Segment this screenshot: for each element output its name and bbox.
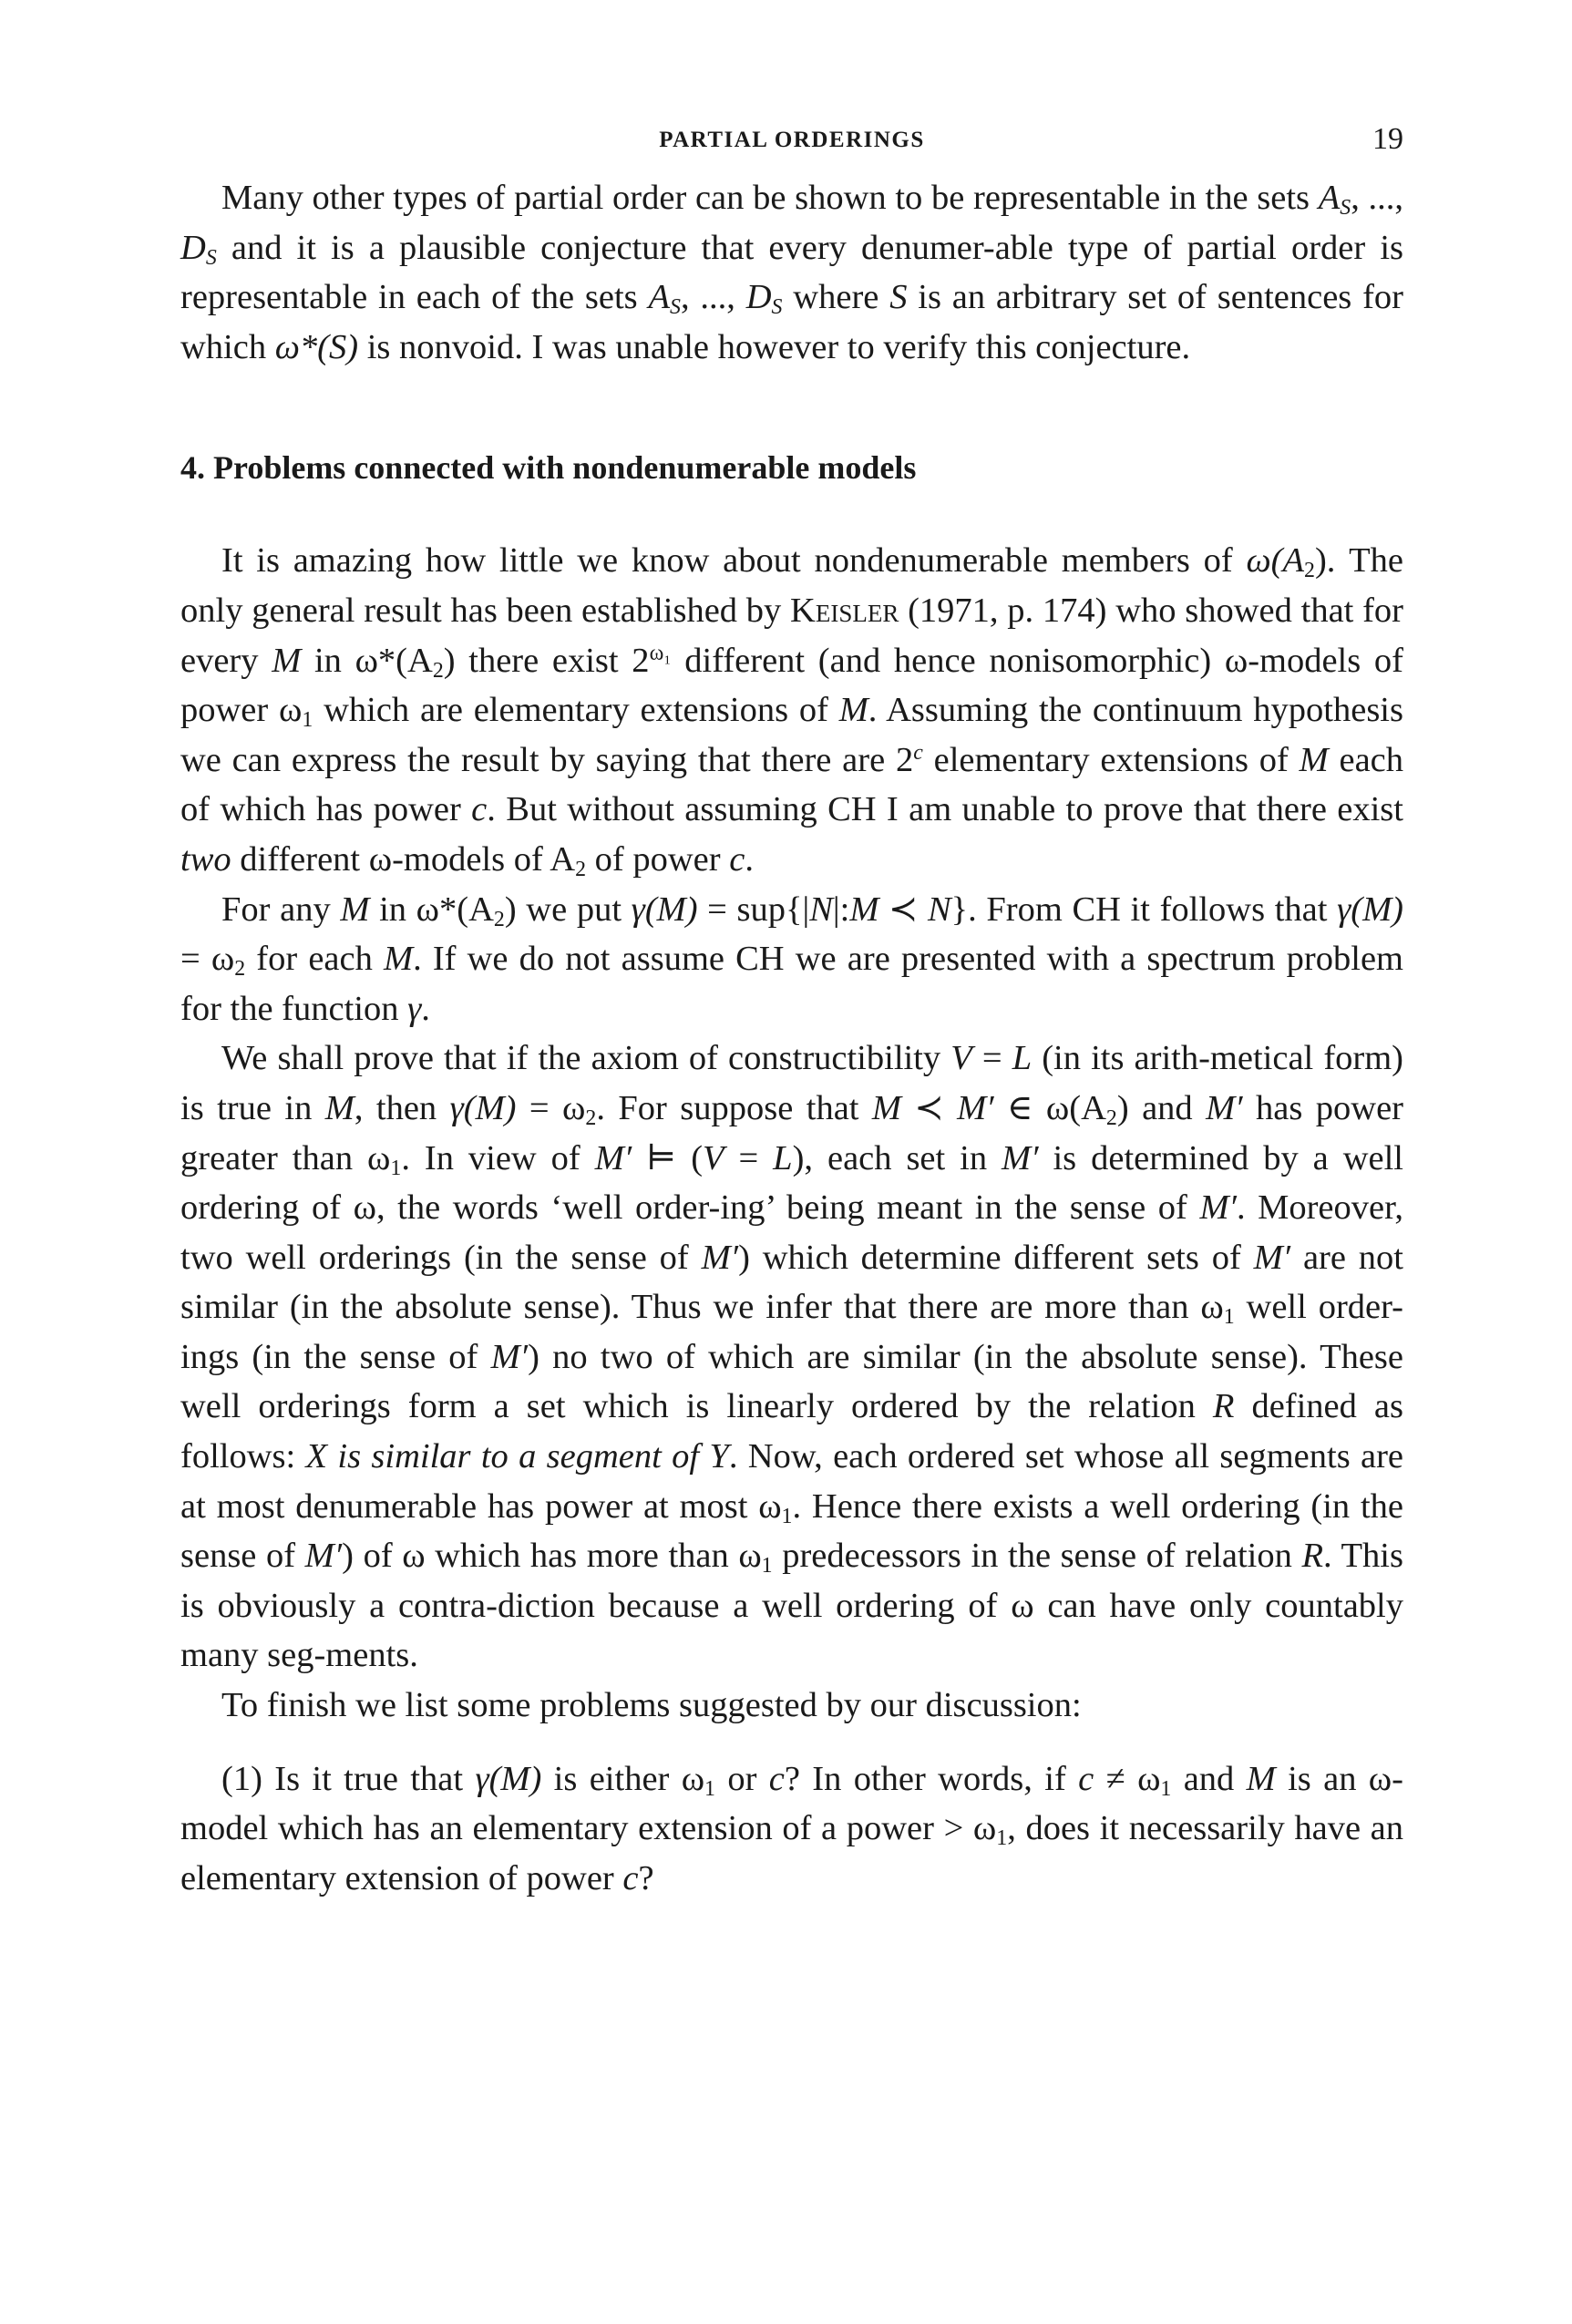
section-title: Problems connected with nondenumerable models — [213, 449, 917, 487]
paragraph-representability: Many other types of partial order can be shown to be representable in the sets $A_S$, ..., $D_S$ and it is a plausible conjecture that every denumer-able type of partial order is representable in each of the sets $A_S$, ..., $D_S$ where S is an arbitrary set of sentences for which ω*(S) is nonvoid. I was unable however to verify this conjecture. — [180, 179, 1404, 366]
problem-item-1: (1) Is it true that γ(M) is either $\omega_1$ or c? In other words, if $c \ne \omega_1$ and M is an ω-model which has an elementary extension of a power > $\omega_1$, does it necessarily have an elementary extension of power c? — [180, 1759, 1404, 1897]
section-heading — [180, 443, 1403, 492]
paragraph-problem-list-intro: To finish we list some problems suggested by our discussion: — [221, 1686, 1082, 1725]
page-number: 19 — [1372, 122, 1403, 156]
running-head — [180, 118, 1403, 173]
paragraph-spectrum: For any M in $\omega*(A_2)$ we put γ(M) = sup{|N|:M ≺ N}. From CH it follows that $\gamma(M) = \omega_2$ for each M. If we do not assume CH we are presented with a spectrum problem for the function γ. — [180, 889, 1403, 1028]
paragraph-constructibility-proof: We shall prove that if the axiom of constructibility V = L (in its arith-metical form) is true in M, then $\gamma(M) = \omega_2$. For suppose that M ≺ M′ ∈ $\omega(A_2)$ and M′ has power greater than $\omega_1$. In view of M′ ⊨ (V = L), each set in M′ is determined by a well ordering of ω, the words ‘well order-ing’ being meant in the sense of M′. Moreover, two well orderings (in the sense of M′) which determine different sets of M′ are not similar (in the absolute sense). Thus we infer that there are more than $\omega_1$ well order-ings (in the sense of M′) no two of which are similar (in the absolute sense). These well orderings form a set which is linearly ordered by the relation R defined as follows: X is similar to a segment of Y. Now, each ordered set whose all segments are at most denumerable has power at most $\omega_1$. Hence there exists a well ordering (in the sense of M′) of ω which has more than $\omega_1$ predecessors in the sense of relation R. This is obviously a contra-diction because a well ordering of ω can have only countably many seg-ments. — [180, 1039, 1404, 1675]
paragraph-nondenumerable: It is amazing how little we know about nondenumerable members of $\omega(A_2)$. The only general result has been established by Keisler (1971, p. 174) who showed that for every M in $\omega*(A_2)$ there exist $2^{\omega_1}$ different (and hence nonisomorphic) ω-models of power $\omega_1$ which are elementary extensions of M. Assuming the continuum hypothesis we can express the result by saying that there are 2$^c$ elementary extensions of M each of which has power c. But without assuming CH I am unable to prove that there exist two different ω-models of $A_2$ of power c. — [180, 541, 1403, 881]
document-page — [180, 118, 1403, 1903]
running-title: PARTIAL ORDERINGS — [659, 128, 925, 152]
section-number: 4. — [180, 449, 205, 487]
